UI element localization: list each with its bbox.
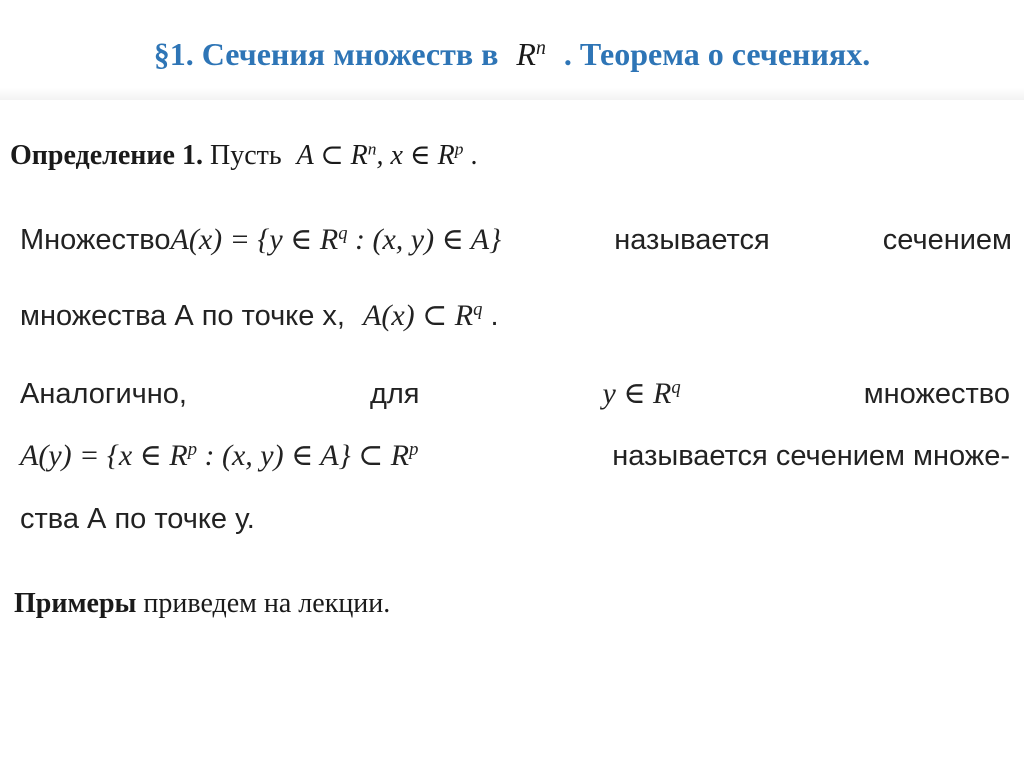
paragraph-1-formula: A(x) = {y ∈ $R^q$ : (x, y) ∈ A} — [170, 222, 502, 256]
paragraph-1-word-section: сечением — [882, 224, 1012, 256]
title-prefix: §1. Сечения множеств в — [153, 36, 499, 72]
paragraph-2-formula: A(y) = {x ∈ $R^p$ : (x, y) ∈ A} ⊂ $R^p$ — [20, 438, 419, 472]
definition-text: Пусть — [209, 140, 282, 171]
examples-label: Примеры — [14, 588, 137, 619]
paragraph-2-formula-y: y ∈ $R^q$ — [602, 376, 681, 410]
examples-text: приведем на лекции. — [143, 588, 391, 619]
title-math: $R^n$ — [516, 36, 546, 72]
paragraph-2-word-set: множество — [863, 378, 1010, 410]
title-suffix: . Теорема о сечениях. — [563, 36, 871, 72]
paragraph-2-word-similarly: Аналогично, — [20, 378, 187, 410]
paragraph-2-line-3: ства А по точке у. — [20, 503, 255, 535]
definition-line: Определение 1. Пусть A ⊂ $R^n$, x ∈ $R^p$ . — [10, 139, 478, 171]
definition-label: Определение 1. — [10, 140, 203, 171]
paragraph-2-line-1 — [20, 376, 1010, 411]
paragraph-1-inclusion: A(x) ⊂ $R^q$ — [363, 298, 483, 332]
definition-math: A ⊂ $R^n$, x ∈ $R^p$ — [296, 139, 464, 171]
paragraph-1-line-2: множества А по точке х, A(x) ⊂ $R^q$ . — [20, 298, 499, 332]
slide-title — [0, 36, 1024, 73]
paragraph-1-line-1 — [20, 222, 1012, 257]
paragraph-2-word-for: для — [369, 378, 420, 410]
paragraph-1-word-called: называется — [614, 224, 770, 256]
paragraph-2-called-text: называется сечением множе- — [612, 440, 1010, 472]
paragraph-1-formula-group: МножествоA(x) = {y ∈ $R^q$ : (x, y) ∈ A} — [20, 222, 502, 256]
paragraph-2-line-2 — [20, 438, 1010, 473]
examples-line — [14, 588, 390, 620]
